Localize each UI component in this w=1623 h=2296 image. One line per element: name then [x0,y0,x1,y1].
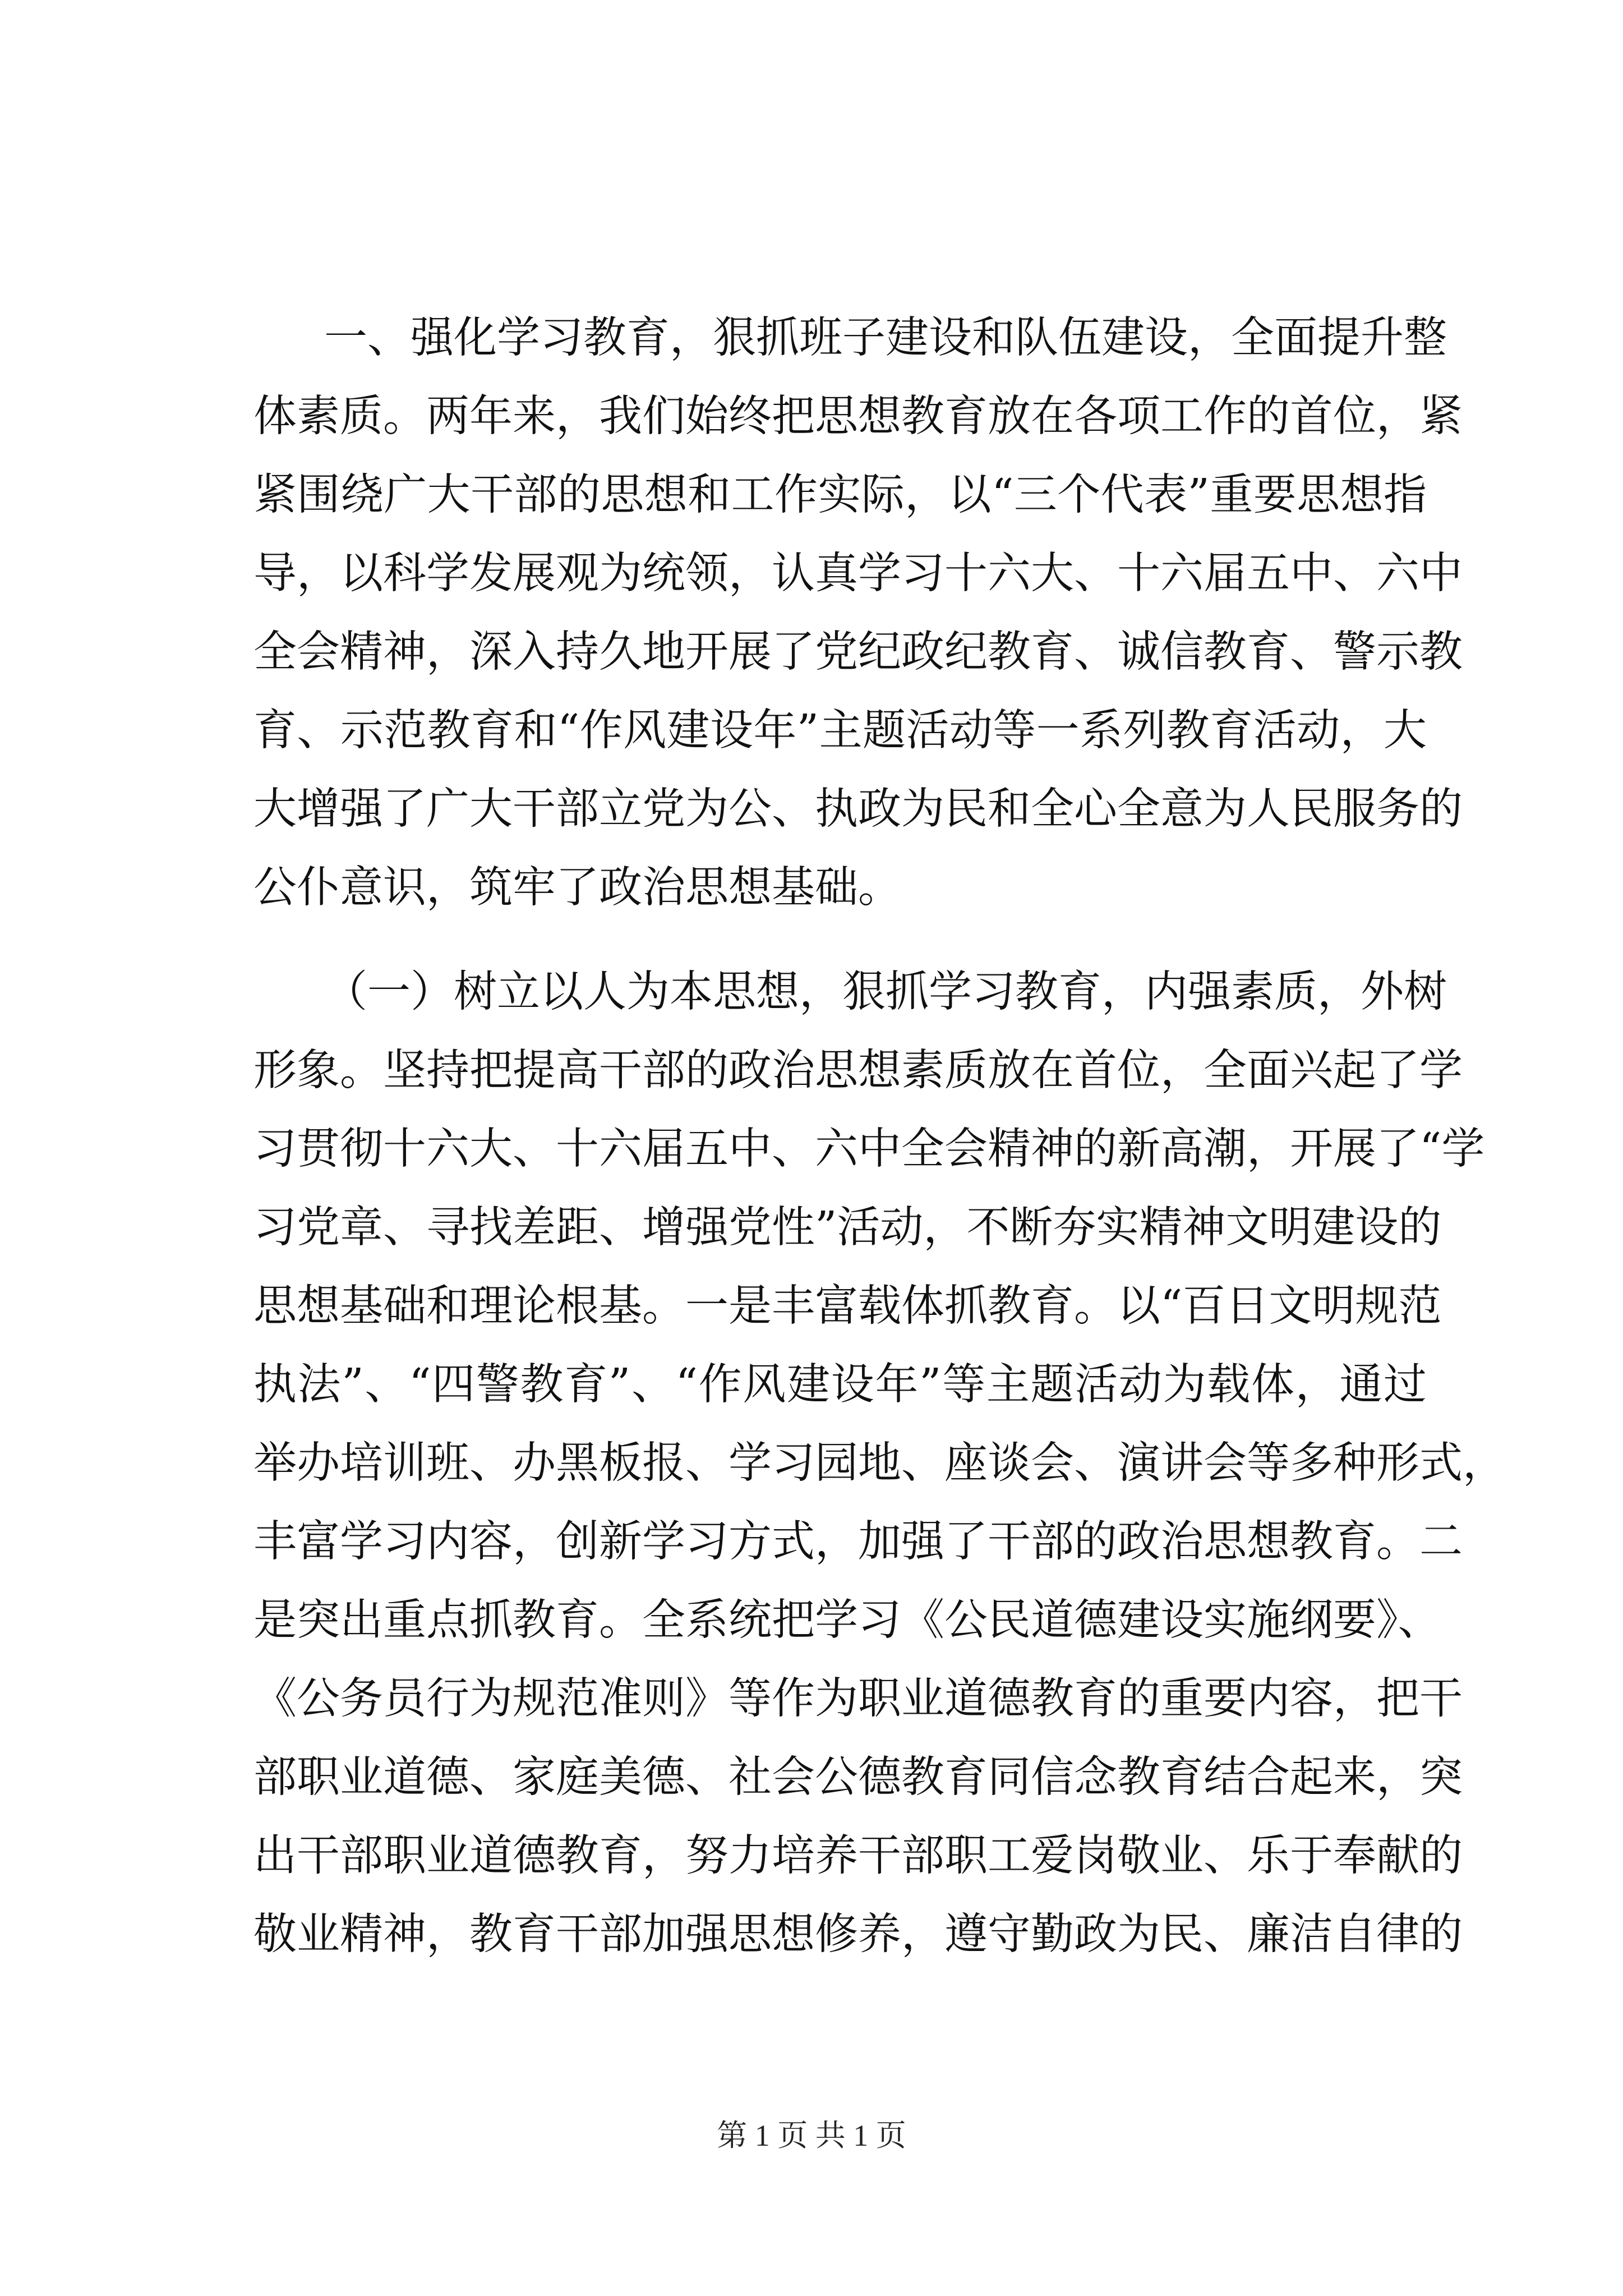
paragraph-2-line-7: 举办培训班、办黑板报、学习园地、座谈会、演讲会等多种形式， [253,1438,1506,1488]
paragraph-2-line-6: 执法”、“四警教育”、“作风建设年”等主题活动为载体，通过 [253,1360,1427,1410]
paragraph-1-line-6: 育、示范教育和“作风建设年”主题活动等一系列教育活动，大 [253,706,1427,756]
paragraph-2-line-2: 形象。坚持把提高干部的政治思想素质放在首位，全面兴起了学 [253,1046,1463,1096]
paragraph-2-line-9: 是突出重点抓教育。全系统把学习《公民道德建设实施纲要》、 [253,1595,1441,1645]
paragraph-1-line-3: 紧围绕广大干部的思想和工作实际，以“三个代表”重要思想指 [253,470,1427,520]
page-number-footer: 第 1 页 共 1 页 [717,2119,906,2152]
paragraph-2-line-3: 习贯彻十六大、十六届五中、六中全会精神的新高潮，开展了“学 [253,1124,1485,1174]
paragraph-2-line-5: 思想基础和理论根基。一是丰富载体抓教育。以“百日文明规范 [253,1281,1442,1331]
paragraph-1-line-4: 导，以科学发展观为统领，认真学习十六大、十六届五中、六中 [253,549,1463,599]
paragraph-2-line-8: 丰富学习内容，创新学习方式，加强了干部的政治思想教育。二 [253,1517,1463,1567]
paragraph-2-line-11: 部职业道德、家庭美德、社会公德教育同信念教育结合起来，突 [253,1752,1463,1802]
paragraph-1-line-7: 大增强了广大干部立党为公、执政为民和全心全意为人民服务的 [253,784,1463,834]
paragraph-2-line-4: 习党章、寻找差距、增强党性”活动，不断夯实精神文明建设的 [253,1203,1442,1253]
paragraph-2-line-13: 敬业精神，教育干部加强思想修养，遵守勤政为民、廉洁自律的 [253,1910,1463,1959]
paragraph-2-line-10: 《公务员行为规范准则》等作为职业道德教育的重要内容，把干 [253,1674,1463,1724]
paragraph-1-line-8: 公仆意识，筑牢了政治思想基础。 [253,863,901,913]
paragraph-2-line-1: （一）树立以人为本思想，狠抓学习教育，内强素质，外树 [324,967,1447,1017]
paragraph-1-line-1: 一、强化学习教育，狠抓班子建设和队伍建设，全面提升整 [324,313,1447,363]
paragraph-1-line-2: 体素质。两年来，我们始终把思想教育放在各项工作的首位，紧 [253,392,1463,441]
paragraph-2-line-12: 出干部职业道德教育，努力培养干部职工爱岗敬业、乐于奉献的 [253,1831,1463,1881]
paragraph-1-line-5: 全会精神，深入持久地开展了党纪政纪教育、诚信教育、警示教 [253,627,1463,677]
